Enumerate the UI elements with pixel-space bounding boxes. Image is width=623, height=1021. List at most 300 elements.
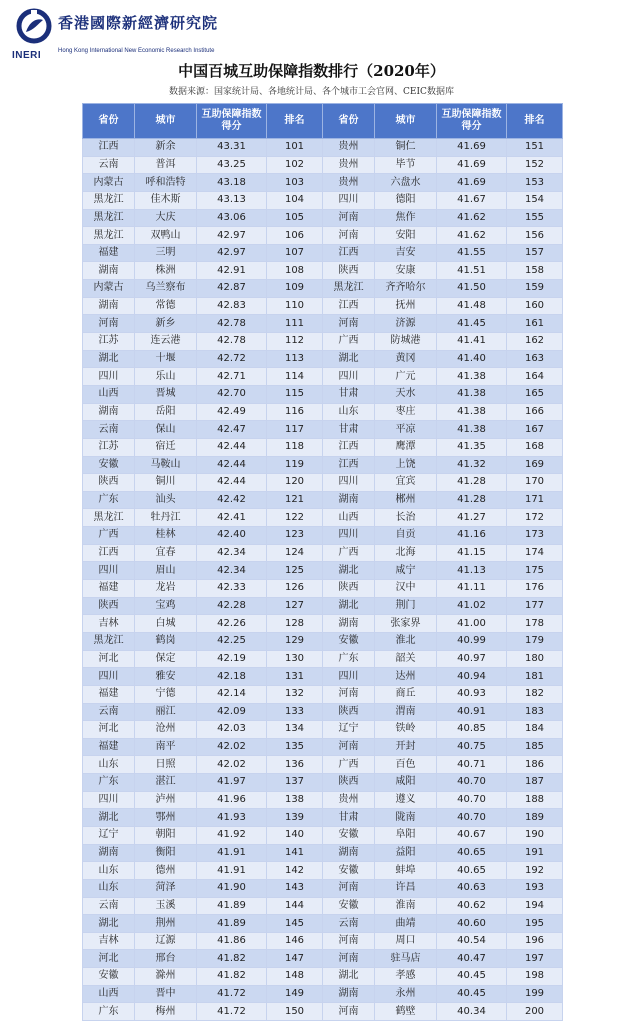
cell-rank: 191	[507, 844, 563, 862]
table-row	[83, 879, 563, 897]
cell-rank: 154	[507, 191, 563, 209]
cell-province: 云南	[83, 703, 135, 721]
cell-rank: 145	[267, 915, 323, 933]
cell-rank: 190	[507, 826, 563, 844]
cell-province: 湖南	[83, 844, 135, 862]
cell-rank: 117	[267, 421, 323, 439]
cell-rank: 102	[267, 156, 323, 174]
cell-rank: 188	[507, 791, 563, 809]
cell-city: 齐齐哈尔	[375, 280, 437, 298]
cell-score: 41.72	[197, 1003, 267, 1021]
cell-score: 42.41	[197, 509, 267, 527]
cell-rank: 156	[507, 227, 563, 245]
cell-province: 江西	[83, 139, 135, 157]
table-row	[83, 756, 563, 774]
cell-city: 沧州	[135, 721, 197, 739]
cell-province: 四川	[323, 191, 375, 209]
cell-province: 山西	[83, 385, 135, 403]
cell-city: 宜宾	[375, 474, 437, 492]
cell-score: 41.35	[437, 438, 507, 456]
cell-score: 40.67	[437, 826, 507, 844]
cell-province: 湖南	[323, 615, 375, 633]
cell-city: 白城	[135, 615, 197, 633]
cell-rank: 193	[507, 879, 563, 897]
logo-text: INERI	[12, 50, 42, 61]
cell-score: 42.44	[197, 456, 267, 474]
cell-city: 衡阳	[135, 844, 197, 862]
cell-city: 湛江	[135, 774, 197, 792]
cell-rank: 187	[507, 774, 563, 792]
cell-score: 41.16	[437, 527, 507, 545]
table-row	[83, 156, 563, 174]
table-row	[83, 527, 563, 545]
cell-score: 41.50	[437, 280, 507, 298]
cell-province: 四川	[83, 668, 135, 686]
cell-rank: 182	[507, 685, 563, 703]
cell-score: 41.51	[437, 262, 507, 280]
cell-city: 牡丹江	[135, 509, 197, 527]
cell-rank: 141	[267, 844, 323, 862]
table-row	[83, 632, 563, 650]
cell-city: 菏泽	[135, 879, 197, 897]
cell-score: 42.72	[197, 350, 267, 368]
cell-score: 41.27	[437, 509, 507, 527]
cell-score: 42.02	[197, 756, 267, 774]
cell-rank: 175	[507, 562, 563, 580]
cell-rank: 152	[507, 156, 563, 174]
cell-city: 乌兰察布	[135, 280, 197, 298]
cell-province: 河南	[323, 950, 375, 968]
cell-score: 41.41	[437, 333, 507, 351]
cell-province: 陕西	[323, 703, 375, 721]
cell-score: 42.18	[197, 668, 267, 686]
cell-score: 42.83	[197, 297, 267, 315]
cell-province: 江苏	[83, 438, 135, 456]
cell-score: 41.62	[437, 227, 507, 245]
cell-score: 41.89	[197, 915, 267, 933]
cell-city: 铜川	[135, 474, 197, 492]
cell-score: 41.72	[197, 985, 267, 1003]
cell-rank: 140	[267, 826, 323, 844]
cell-rank: 148	[267, 968, 323, 986]
table-row	[83, 668, 563, 686]
cell-rank: 123	[267, 527, 323, 545]
cell-province: 湖北	[83, 350, 135, 368]
cell-rank: 137	[267, 774, 323, 792]
cell-rank: 180	[507, 650, 563, 668]
column-header-score: 互助保障指数得分	[197, 104, 267, 139]
table-row	[83, 985, 563, 1003]
cell-province: 河南	[323, 879, 375, 897]
cell-rank: 173	[507, 527, 563, 545]
cell-rank: 167	[507, 421, 563, 439]
cell-score: 41.40	[437, 350, 507, 368]
cell-city: 鄂州	[135, 809, 197, 827]
cell-score: 42.03	[197, 721, 267, 739]
cell-rank: 161	[507, 315, 563, 333]
cell-rank: 113	[267, 350, 323, 368]
cell-rank: 121	[267, 491, 323, 509]
cell-city: 咸宁	[375, 562, 437, 580]
cell-city: 龙岩	[135, 580, 197, 598]
cell-province: 湖南	[323, 844, 375, 862]
cell-rank: 157	[507, 244, 563, 262]
cell-city: 岳阳	[135, 403, 197, 421]
cell-city: 防城港	[375, 333, 437, 351]
cell-score: 41.89	[197, 897, 267, 915]
ineri-logo-icon	[16, 8, 52, 46]
cell-city: 济源	[375, 315, 437, 333]
cell-city: 安阳	[375, 227, 437, 245]
cell-city: 枣庄	[375, 403, 437, 421]
cell-province: 陕西	[83, 597, 135, 615]
cell-province: 云南	[83, 897, 135, 915]
cell-rank: 142	[267, 862, 323, 880]
cell-rank: 106	[267, 227, 323, 245]
cell-province: 江西	[323, 244, 375, 262]
cell-score: 42.19	[197, 650, 267, 668]
cell-province: 安徽	[323, 897, 375, 915]
cell-province: 山西	[83, 985, 135, 1003]
cell-city: 株洲	[135, 262, 197, 280]
table-row	[83, 368, 563, 386]
cell-province: 四川	[83, 562, 135, 580]
cell-city: 上饶	[375, 456, 437, 474]
cell-score: 40.60	[437, 915, 507, 933]
cell-score: 40.93	[437, 685, 507, 703]
table-row	[83, 139, 563, 157]
cell-city: 曲靖	[375, 915, 437, 933]
cell-city: 梅州	[135, 1003, 197, 1021]
cell-rank: 194	[507, 897, 563, 915]
cell-rank: 199	[507, 985, 563, 1003]
cell-rank: 178	[507, 615, 563, 633]
cell-city: 铜仁	[375, 139, 437, 157]
table-row	[83, 774, 563, 792]
cell-city: 百色	[375, 756, 437, 774]
cell-city: 连云港	[135, 333, 197, 351]
table-row	[83, 174, 563, 192]
cell-province: 河南	[323, 1003, 375, 1021]
cell-score: 41.69	[437, 174, 507, 192]
cell-city: 张家界	[375, 615, 437, 633]
cell-city: 宜春	[135, 544, 197, 562]
cell-city: 鹤岗	[135, 632, 197, 650]
table-row	[83, 474, 563, 492]
cell-province: 福建	[83, 244, 135, 262]
cell-province: 吉林	[83, 615, 135, 633]
cell-province: 四川	[323, 527, 375, 545]
cell-province: 广西	[323, 756, 375, 774]
cell-rank: 166	[507, 403, 563, 421]
cell-city: 桂林	[135, 527, 197, 545]
cell-rank: 184	[507, 721, 563, 739]
cell-rank: 112	[267, 333, 323, 351]
cell-city: 鹰潭	[375, 438, 437, 456]
cell-province: 河南	[323, 738, 375, 756]
cell-rank: 196	[507, 932, 563, 950]
cell-province: 陕西	[323, 580, 375, 598]
cell-rank: 119	[267, 456, 323, 474]
table-row	[83, 227, 563, 245]
org-name-english: Hong Kong International New Economic Research Institute	[58, 48, 215, 54]
cell-score: 41.02	[437, 597, 507, 615]
cell-rank: 131	[267, 668, 323, 686]
table-row	[83, 738, 563, 756]
cell-province: 四川	[83, 368, 135, 386]
cell-score: 40.70	[437, 774, 507, 792]
cell-rank: 144	[267, 897, 323, 915]
data-source-note: 数据来源：国家统计局、各地统计局、各个城市工会官网、CEIC数据库	[169, 87, 454, 97]
cell-province: 广东	[83, 1003, 135, 1021]
cell-city: 驻马店	[375, 950, 437, 968]
cell-city: 新余	[135, 139, 197, 157]
table-row	[83, 280, 563, 298]
cell-score: 41.69	[437, 139, 507, 157]
cell-province: 安徽	[83, 968, 135, 986]
cell-province: 吉林	[83, 932, 135, 950]
cell-city: 保定	[135, 650, 197, 668]
cell-province: 四川	[323, 368, 375, 386]
cell-score: 41.82	[197, 950, 267, 968]
cell-score: 42.78	[197, 333, 267, 351]
cell-score: 41.69	[437, 156, 507, 174]
cell-rank: 197	[507, 950, 563, 968]
cell-city: 长治	[375, 509, 437, 527]
cell-city: 宝鸡	[135, 597, 197, 615]
cell-city: 晋城	[135, 385, 197, 403]
cell-score: 41.32	[437, 456, 507, 474]
table-row	[83, 333, 563, 351]
cell-province: 山西	[323, 509, 375, 527]
cell-rank: 107	[267, 244, 323, 262]
cell-city: 鹤壁	[375, 1003, 437, 1021]
cell-province: 黑龙江	[83, 227, 135, 245]
cell-score: 42.26	[197, 615, 267, 633]
cell-rank: 114	[267, 368, 323, 386]
cell-score: 40.34	[437, 1003, 507, 1021]
cell-city: 北海	[375, 544, 437, 562]
cell-province: 湖南	[83, 297, 135, 315]
cell-rank: 155	[507, 209, 563, 227]
table-row	[83, 544, 563, 562]
cell-rank: 183	[507, 703, 563, 721]
cell-province: 四川	[323, 474, 375, 492]
cell-score: 41.38	[437, 368, 507, 386]
cell-city: 晋中	[135, 985, 197, 1003]
table-row	[83, 191, 563, 209]
cell-rank: 150	[267, 1003, 323, 1021]
cell-rank: 103	[267, 174, 323, 192]
cell-rank: 115	[267, 385, 323, 403]
column-header-score: 互助保障指数得分	[437, 104, 507, 139]
cell-rank: 101	[267, 139, 323, 157]
cell-province: 黑龙江	[83, 191, 135, 209]
cell-score: 41.86	[197, 932, 267, 950]
cell-score: 41.28	[437, 474, 507, 492]
cell-score: 43.25	[197, 156, 267, 174]
cell-city: 吉安	[375, 244, 437, 262]
cell-city: 宿迁	[135, 438, 197, 456]
cell-province: 安徽	[323, 862, 375, 880]
cell-city: 达州	[375, 668, 437, 686]
table-row	[83, 826, 563, 844]
table-body	[83, 139, 563, 1021]
cell-score: 42.40	[197, 527, 267, 545]
cell-city: 安康	[375, 262, 437, 280]
cell-province: 河南	[323, 209, 375, 227]
cell-province: 贵州	[323, 174, 375, 192]
cell-score: 42.25	[197, 632, 267, 650]
cell-rank: 136	[267, 756, 323, 774]
cell-score: 42.44	[197, 438, 267, 456]
cell-rank: 170	[507, 474, 563, 492]
cell-rank: 110	[267, 297, 323, 315]
table-row	[83, 244, 563, 262]
table-row	[83, 597, 563, 615]
cell-rank: 109	[267, 280, 323, 298]
cell-province: 广西	[323, 333, 375, 351]
cell-city: 焦作	[375, 209, 437, 227]
cell-rank: 179	[507, 632, 563, 650]
cell-score: 42.28	[197, 597, 267, 615]
cell-rank: 138	[267, 791, 323, 809]
cell-score: 42.34	[197, 544, 267, 562]
cell-score: 42.02	[197, 738, 267, 756]
cell-province: 山东	[323, 403, 375, 421]
cell-province: 辽宁	[323, 721, 375, 739]
cell-score: 42.47	[197, 421, 267, 439]
column-header-rank: 排名	[507, 104, 563, 139]
cell-city: 南平	[135, 738, 197, 756]
cell-score: 42.78	[197, 315, 267, 333]
cell-rank: 163	[507, 350, 563, 368]
cell-province: 河北	[83, 950, 135, 968]
cell-city: 抚州	[375, 297, 437, 315]
cell-rank: 125	[267, 562, 323, 580]
cell-city: 汉中	[375, 580, 437, 598]
cell-city: 德阳	[375, 191, 437, 209]
cell-province: 陕西	[83, 474, 135, 492]
cell-province: 安徽	[323, 632, 375, 650]
cell-province: 黑龙江	[83, 632, 135, 650]
table-row	[83, 950, 563, 968]
cell-score: 41.55	[437, 244, 507, 262]
cell-province: 辽宁	[83, 826, 135, 844]
cell-score: 40.70	[437, 791, 507, 809]
table-row	[83, 1003, 563, 1021]
cell-rank: 153	[507, 174, 563, 192]
cell-score: 42.14	[197, 685, 267, 703]
cell-score: 40.94	[437, 668, 507, 686]
cell-rank: 165	[507, 385, 563, 403]
cell-city: 眉山	[135, 562, 197, 580]
org-header	[12, 6, 272, 61]
cell-rank: 127	[267, 597, 323, 615]
cell-rank: 171	[507, 491, 563, 509]
cell-score: 41.90	[197, 879, 267, 897]
cell-rank: 174	[507, 544, 563, 562]
cell-rank: 158	[507, 262, 563, 280]
table-row	[83, 350, 563, 368]
cell-score: 42.34	[197, 562, 267, 580]
cell-city: 商丘	[375, 685, 437, 703]
cell-city: 保山	[135, 421, 197, 439]
cell-city: 新乡	[135, 315, 197, 333]
cell-city: 佳木斯	[135, 191, 197, 209]
cell-rank: 122	[267, 509, 323, 527]
cell-city: 咸阳	[375, 774, 437, 792]
column-header-province: 省份	[83, 104, 135, 139]
cell-province: 贵州	[323, 156, 375, 174]
cell-score: 41.96	[197, 791, 267, 809]
cell-score: 42.09	[197, 703, 267, 721]
cell-score: 42.97	[197, 244, 267, 262]
cell-rank: 172	[507, 509, 563, 527]
cell-rank: 135	[267, 738, 323, 756]
table-row	[83, 844, 563, 862]
table-row	[83, 456, 563, 474]
table-row	[83, 721, 563, 739]
table-row	[83, 403, 563, 421]
cell-city: 日照	[135, 756, 197, 774]
cell-province: 福建	[83, 685, 135, 703]
cell-province: 安徽	[323, 826, 375, 844]
cell-score: 40.45	[437, 968, 507, 986]
cell-score: 42.49	[197, 403, 267, 421]
cell-score: 40.65	[437, 862, 507, 880]
cell-province: 广西	[83, 527, 135, 545]
cell-city: 汕头	[135, 491, 197, 509]
cell-province: 河南	[83, 315, 135, 333]
cell-city: 呼和浩特	[135, 174, 197, 192]
cell-city: 马鞍山	[135, 456, 197, 474]
cell-score: 40.99	[437, 632, 507, 650]
table-row	[83, 968, 563, 986]
cell-city: 滁州	[135, 968, 197, 986]
column-header-city: 城市	[135, 104, 197, 139]
cell-score: 41.15	[437, 544, 507, 562]
cell-city: 郴州	[375, 491, 437, 509]
cell-province: 河北	[83, 650, 135, 668]
table-row	[83, 809, 563, 827]
cell-score: 43.06	[197, 209, 267, 227]
table-row	[83, 650, 563, 668]
table-row	[83, 791, 563, 809]
cell-province: 甘肃	[323, 421, 375, 439]
cell-city: 泸州	[135, 791, 197, 809]
table-row	[83, 932, 563, 950]
cell-score: 41.13	[437, 562, 507, 580]
cell-score: 42.87	[197, 280, 267, 298]
cell-rank: 189	[507, 809, 563, 827]
page-title: 中国百城互助保障指数排行（2020年）	[178, 62, 445, 80]
cell-score: 42.71	[197, 368, 267, 386]
cell-province: 河南	[323, 685, 375, 703]
table-row	[83, 421, 563, 439]
cell-score: 42.97	[197, 227, 267, 245]
cell-province: 四川	[323, 668, 375, 686]
cell-city: 十堰	[135, 350, 197, 368]
cell-rank: 133	[267, 703, 323, 721]
cell-score: 42.33	[197, 580, 267, 598]
cell-city: 大庆	[135, 209, 197, 227]
cell-province: 湖北	[83, 809, 135, 827]
cell-score: 41.92	[197, 826, 267, 844]
cell-province: 广东	[83, 774, 135, 792]
cell-province: 江西	[323, 456, 375, 474]
cell-rank: 124	[267, 544, 323, 562]
